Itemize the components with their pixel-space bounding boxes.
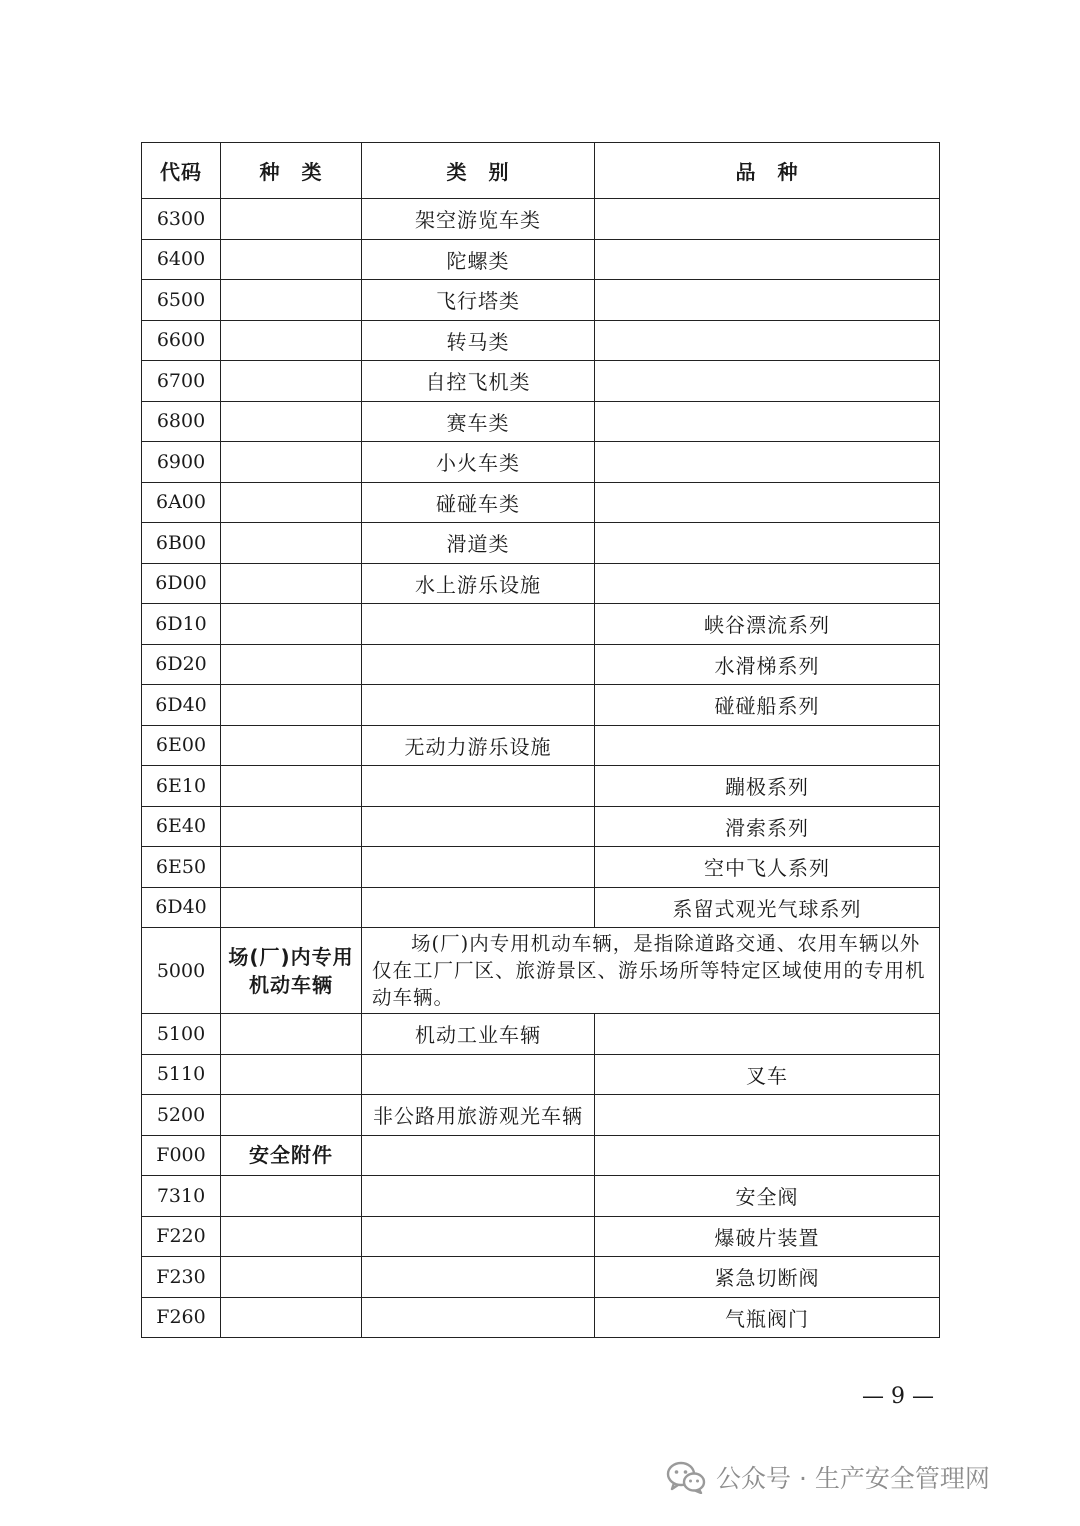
- table-row: [142, 806, 940, 847]
- kind-cell: [221, 320, 362, 361]
- category-cell: [362, 604, 595, 645]
- header-variety: 品 种: [595, 143, 940, 199]
- footer-source: [666, 1459, 990, 1495]
- kind-cell: 安全附件: [221, 1135, 362, 1176]
- category-cell: [362, 1216, 595, 1257]
- table-row: [142, 1135, 940, 1176]
- variety-cell: [595, 1135, 940, 1176]
- code-cell: 5000: [142, 928, 221, 1014]
- code-cell: F220: [142, 1216, 221, 1257]
- category-cell: 小火车类: [362, 442, 595, 483]
- table-row: [142, 685, 940, 726]
- variety-cell: [595, 1014, 940, 1055]
- table-row: [142, 199, 940, 240]
- code-cell: 6300: [142, 199, 221, 240]
- code-cell: 6D20: [142, 644, 221, 685]
- category-cell: [362, 847, 595, 888]
- category-cell: 架空游览车类: [362, 199, 595, 240]
- category-cell: [362, 644, 595, 685]
- table-row: [142, 847, 940, 888]
- variety-cell: 水滑梯系列: [595, 644, 940, 685]
- kind-cell: [221, 887, 362, 928]
- kind-cell: 场(厂)内专用机动车辆: [221, 928, 362, 1014]
- kind-cell: [221, 644, 362, 685]
- code-cell: F230: [142, 1257, 221, 1298]
- variety-cell: 爆破片装置: [595, 1216, 940, 1257]
- variety-cell: 叉车: [595, 1054, 940, 1095]
- variety-cell: 紧急切断阀: [595, 1257, 940, 1298]
- table-row: [142, 1257, 940, 1298]
- category-cell: 非公路用旅游观光车辆: [362, 1095, 595, 1136]
- kind-cell: [221, 766, 362, 807]
- variety-cell: 峡谷漂流系列: [595, 604, 940, 645]
- code-cell: 6500: [142, 280, 221, 321]
- code-cell: 6D00: [142, 563, 221, 604]
- table-row: [142, 280, 940, 321]
- variety-cell: [595, 280, 940, 321]
- code-cell: 6D40: [142, 887, 221, 928]
- category-cell: 无动力游乐设施: [362, 725, 595, 766]
- table-row: [142, 1297, 940, 1338]
- variety-cell: [595, 442, 940, 483]
- kind-cell: [221, 847, 362, 888]
- code-cell: 6E00: [142, 725, 221, 766]
- table-row: [142, 442, 940, 483]
- kind-cell: [221, 685, 362, 726]
- category-cell: [362, 1257, 595, 1298]
- category-cell: [362, 1135, 595, 1176]
- category-cell: [362, 806, 595, 847]
- category-cell: [362, 887, 595, 928]
- code-cell: F000: [142, 1135, 221, 1176]
- code-cell: 5110: [142, 1054, 221, 1095]
- table-header-row: [142, 143, 940, 199]
- variety-cell: [595, 725, 940, 766]
- table-row: [142, 887, 940, 928]
- kind-cell: [221, 1095, 362, 1136]
- wechat-icon: [666, 1460, 706, 1494]
- category-cell: 陀螺类: [362, 239, 595, 280]
- code-cell: 6400: [142, 239, 221, 280]
- variety-cell: [595, 523, 940, 564]
- kind-cell: [221, 1216, 362, 1257]
- kind-cell: [221, 280, 362, 321]
- variety-cell: 气瓶阀门: [595, 1297, 940, 1338]
- code-cell: 6700: [142, 361, 221, 402]
- variety-cell: [595, 401, 940, 442]
- code-cell: 6900: [142, 442, 221, 483]
- table-row: [142, 320, 940, 361]
- description-cell: [362, 928, 940, 1014]
- code-cell: 6A00: [142, 482, 221, 523]
- kind-cell: [221, 239, 362, 280]
- category-cell: 自控飞机类: [362, 361, 595, 402]
- variety-cell: 碰碰船系列: [595, 685, 940, 726]
- kind-cell: [221, 1176, 362, 1217]
- code-cell: 6E10: [142, 766, 221, 807]
- variety-cell: [595, 1095, 940, 1136]
- table-row: [142, 644, 940, 685]
- kind-cell: [221, 806, 362, 847]
- equipment-code-table: [141, 142, 940, 1338]
- header-code: 代码: [142, 143, 221, 199]
- kind-cell: [221, 401, 362, 442]
- table-row: [142, 725, 940, 766]
- kind-cell: [221, 563, 362, 604]
- kind-cell: [221, 1014, 362, 1055]
- kind-cell: [221, 361, 362, 402]
- kind-cell: [221, 199, 362, 240]
- table-row: [142, 361, 940, 402]
- variety-cell: [595, 482, 940, 523]
- code-cell: 5100: [142, 1014, 221, 1055]
- variety-cell: 安全阀: [595, 1176, 940, 1217]
- category-cell: 滑道类: [362, 523, 595, 564]
- table-row: [142, 604, 940, 645]
- kind-cell: [221, 442, 362, 483]
- code-cell: 7310: [142, 1176, 221, 1217]
- table-row: [142, 766, 940, 807]
- header-kind: 种 类: [221, 143, 362, 199]
- category-cell: [362, 1176, 595, 1217]
- kind-cell: [221, 482, 362, 523]
- table-row: [142, 1216, 940, 1257]
- table-row: [142, 1176, 940, 1217]
- category-cell: 赛车类: [362, 401, 595, 442]
- code-cell: 6800: [142, 401, 221, 442]
- variety-cell: 滑索系列: [595, 806, 940, 847]
- table-row: [142, 1054, 940, 1095]
- table-row: [142, 401, 940, 442]
- footer-source-text: 公众号 · 生产安全管理网: [716, 1464, 990, 1493]
- category-cell: 水上游乐设施: [362, 563, 595, 604]
- category-cell: [362, 766, 595, 807]
- description-text: 场(厂)内专用机动车辆，是指除道路交通、农用车辆以外仅在工厂厂区、旅游景区、游乐场所等特定区域使用的专用机动车辆。: [372, 932, 926, 1009]
- variety-cell: 蹦极系列: [595, 766, 940, 807]
- code-cell: 6D10: [142, 604, 221, 645]
- category-cell: 转马类: [362, 320, 595, 361]
- code-cell: 6B00: [142, 523, 221, 564]
- kind-cell: [221, 604, 362, 645]
- code-cell: F260: [142, 1297, 221, 1338]
- code-cell: 6E50: [142, 847, 221, 888]
- kind-cell: [221, 725, 362, 766]
- variety-cell: 系留式观光气球系列: [595, 887, 940, 928]
- kind-cell: [221, 523, 362, 564]
- table-row: [142, 928, 940, 1014]
- table-row: [142, 563, 940, 604]
- variety-cell: [595, 199, 940, 240]
- table-row: [142, 239, 940, 280]
- category-cell: 碰碰车类: [362, 482, 595, 523]
- code-cell: 5200: [142, 1095, 221, 1136]
- code-cell: 6D40: [142, 685, 221, 726]
- code-cell: 6E40: [142, 806, 221, 847]
- variety-cell: [595, 239, 940, 280]
- variety-cell: [595, 361, 940, 402]
- code-cell: 6600: [142, 320, 221, 361]
- category-cell: 飞行塔类: [362, 280, 595, 321]
- category-cell: 机动工业车辆: [362, 1014, 595, 1055]
- kind-cell: [221, 1297, 362, 1338]
- category-cell: [362, 685, 595, 726]
- variety-cell: 空中飞人系列: [595, 847, 940, 888]
- table-row: [142, 1014, 940, 1055]
- table-row: [142, 1095, 940, 1136]
- variety-cell: [595, 563, 940, 604]
- page-number: — 9 —: [862, 1384, 934, 1409]
- variety-cell: [595, 320, 940, 361]
- kind-cell: [221, 1054, 362, 1095]
- kind-cell: [221, 1257, 362, 1298]
- category-cell: [362, 1054, 595, 1095]
- category-cell: [362, 1297, 595, 1338]
- table-row: [142, 482, 940, 523]
- table-row: [142, 523, 940, 564]
- header-category: 类 别: [362, 143, 595, 199]
